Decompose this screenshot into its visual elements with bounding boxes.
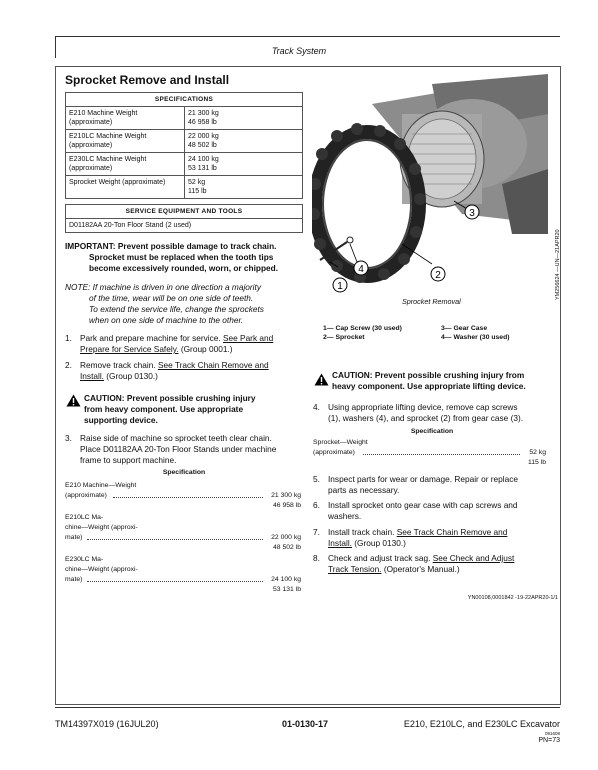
- spec-row-value: 21 300 kg 46 958 lb: [185, 107, 303, 130]
- spec-block-left: [65, 481, 301, 595]
- legend-col-left: [323, 324, 402, 342]
- park-prepare-link[interactable]: Prepare for Service Safely.: [80, 344, 179, 354]
- track-chain-link[interactable]: Install.: [328, 538, 352, 548]
- warning-icon: [66, 394, 81, 407]
- spec-heading: Specification: [162, 469, 206, 476]
- note-line: NOTE: If machine is driven in one direction a majority: [65, 282, 261, 292]
- callout-4: 4: [358, 264, 364, 275]
- group-ref: (Group 0001.): [180, 344, 233, 354]
- note: [65, 282, 305, 326]
- step-text: Check and adjust track sag.: [328, 553, 431, 563]
- page-title: Sprocket Remove and Install: [65, 73, 230, 87]
- track-tension-link[interactable]: Track Tension.: [328, 564, 382, 574]
- footer-page-number: PN=73: [538, 737, 560, 744]
- footer-model: E210, E210LC, and E230LC Excavator: [403, 719, 560, 729]
- caution-left: [84, 393, 304, 426]
- spec-heading: Specification: [410, 428, 454, 435]
- step-text: washers.: [328, 511, 362, 521]
- step-5: [313, 474, 558, 496]
- header-rule: [55, 36, 560, 37]
- spec-value: 52 kg: [529, 449, 546, 456]
- spec-row-value: 52 kg 115 lb: [185, 176, 303, 199]
- track-chain-link[interactable]: Install.: [80, 371, 104, 381]
- doc-reference: YN00108,0001842 -19-22APR20-1/1: [467, 595, 558, 601]
- step-text: Place D01182AA 20-Ton Floor Stands under machine: [80, 444, 277, 454]
- step-number: 3.: [65, 433, 72, 443]
- important-notice: [65, 241, 305, 274]
- spec-label: Sprocket—Weight: [313, 439, 368, 446]
- important-label: IMPORTANT:: [65, 241, 116, 251]
- footer-doc-id: TM14397X019 (16JUL20): [55, 719, 159, 729]
- spec-value: 24 100 kg: [271, 576, 301, 583]
- spec-label: E230LC Ma-: [65, 556, 104, 563]
- park-prepare-link[interactable]: See Park and: [222, 333, 274, 343]
- step-text: (1), washers (4), and sprocket (2) from gear case (3).: [328, 413, 524, 423]
- step-number: 6.: [313, 500, 320, 510]
- step-8: [313, 553, 558, 575]
- section-header: Track System: [271, 46, 327, 56]
- track-tension-link[interactable]: See Check and Adjust: [432, 553, 515, 563]
- spec-value: 22 000 kg: [271, 534, 301, 541]
- spec-value: 46 958 lb: [273, 502, 301, 509]
- note-line: To extend the service life, change the sprockets: [89, 304, 264, 314]
- spec-row-label: E230LC Machine Weight (approximate): [66, 153, 185, 176]
- group-ref: (Group 0130.): [354, 538, 406, 548]
- note-line: of the time, wear will be on one side of teeth.: [89, 293, 254, 303]
- spec-label: chine—Weight (approxi-: [65, 566, 138, 573]
- spec-value: 48 502 lb: [273, 544, 301, 551]
- step-text: Inspect parts for wear or damage. Repair or replace: [328, 474, 518, 484]
- callout-3: 3: [469, 208, 475, 219]
- step-text: Install sprocket onto gear case with cap screws and: [328, 500, 518, 510]
- warning-icon: [314, 373, 329, 386]
- spec-row-label: E210LC Machine Weight (approximate): [66, 130, 185, 153]
- legend-col-right: [441, 324, 510, 342]
- spec-row-label: E210 Machine Weight (approximate): [66, 107, 185, 130]
- spec-label: chine—Weight (approxi-: [65, 524, 138, 531]
- caution-text: heavy component. Use appropriate lifting device.: [332, 381, 526, 391]
- spec-row-value: 22 000 kg 48 502 lb: [185, 130, 303, 153]
- tools-table-row: D01182AA 20-Ton Floor Stand (2 used): [66, 219, 303, 233]
- caution-text: CAUTION: Prevent possible crushing injury: [84, 393, 256, 403]
- spec-table-heading: SPECIFICATIONS: [66, 93, 303, 107]
- legend-item: 4— Washer (30 used): [441, 334, 510, 341]
- step-number: 5.: [313, 474, 320, 484]
- manual-ref: (Operator's Manual.): [383, 564, 460, 574]
- step-number: 4.: [313, 402, 320, 412]
- step-number: 8.: [313, 553, 320, 563]
- footer-rule: [55, 707, 560, 708]
- step-1: [65, 333, 305, 355]
- spec-label: E210LC Ma-: [65, 514, 104, 521]
- legend-item: 2— Sprocket: [323, 334, 365, 341]
- figure-side-id-wrap: [551, 210, 561, 300]
- track-chain-link[interactable]: See Track Chain Remove and: [396, 527, 508, 537]
- spec-value: 115 lb: [527, 459, 546, 466]
- specifications-table: [65, 92, 303, 199]
- step-text: frame to support machine.: [80, 455, 177, 465]
- step-number: 7.: [313, 527, 320, 537]
- callout-2: 2: [435, 270, 441, 281]
- step-text: Using appropriate lifting device, remove cap screws: [328, 402, 518, 412]
- sprocket-removal-figure: [312, 74, 548, 296]
- step-7: [313, 527, 558, 549]
- track-chain-link[interactable]: See Track Chain Remove and: [157, 360, 269, 370]
- important-text: Prevent possible damage to track chain.: [117, 241, 277, 251]
- important-text: become excessively rounded, worn, or chipped.: [89, 263, 279, 273]
- spec-label: (approximate): [65, 492, 107, 499]
- callout-1: 1: [337, 281, 343, 292]
- step-text: parts as necessary.: [328, 485, 400, 495]
- caution-right: [332, 370, 557, 392]
- spec-row-label: Sprocket Weight (approximate): [66, 176, 185, 199]
- spec-row-value: 24 100 kg 53 131 lb: [185, 153, 303, 176]
- spec-label: mate): [65, 534, 83, 541]
- step-3: [65, 433, 310, 467]
- tools-table: [65, 204, 303, 233]
- spec-label: mate): [65, 576, 83, 583]
- note-line: when on one side of machine to the other.: [89, 315, 244, 325]
- step-text: Raise side of machine so sprocket teeth clear chain.: [80, 433, 272, 443]
- footer-small-code: 091608: [544, 731, 560, 736]
- legend-item: 3— Gear Case: [441, 325, 488, 332]
- figure-side-id: YM256624 —UN—21APR20: [555, 229, 561, 300]
- spec-label: (approximate): [313, 449, 355, 456]
- spec-block-right: [313, 438, 546, 468]
- step-number: 2.: [65, 360, 72, 370]
- caution-text: supporting device.: [84, 415, 158, 425]
- legend-item: 1— Cap Screw (30 used): [323, 325, 402, 332]
- step-6: [313, 500, 558, 522]
- important-text: Sprocket must be replaced when the tooth tips: [89, 252, 274, 262]
- step-2: [65, 360, 305, 382]
- step-text: Remove track chain.: [80, 360, 156, 370]
- tools-table-heading: SERVICE EQUIPMENT AND TOOLS: [66, 205, 303, 219]
- step-text: Park and prepare machine for service.: [80, 333, 221, 343]
- step-text: Install track chain.: [328, 527, 395, 537]
- step-number: 1.: [65, 333, 72, 343]
- spec-label: E210 Machine—Weight: [65, 482, 137, 489]
- footer-page-code: 01-0130-17: [281, 719, 329, 729]
- figure-caption: Sprocket Removal: [402, 297, 461, 306]
- caution-text: CAUTION: Prevent possible crushing injury from: [332, 370, 525, 380]
- step-4: [313, 402, 558, 424]
- caution-text: from heavy component. Use appropriate: [84, 404, 244, 414]
- group-ref: (Group 0130.): [106, 371, 158, 381]
- spec-value: 53 131 lb: [273, 586, 301, 593]
- spec-value: 21 300 kg: [271, 492, 301, 499]
